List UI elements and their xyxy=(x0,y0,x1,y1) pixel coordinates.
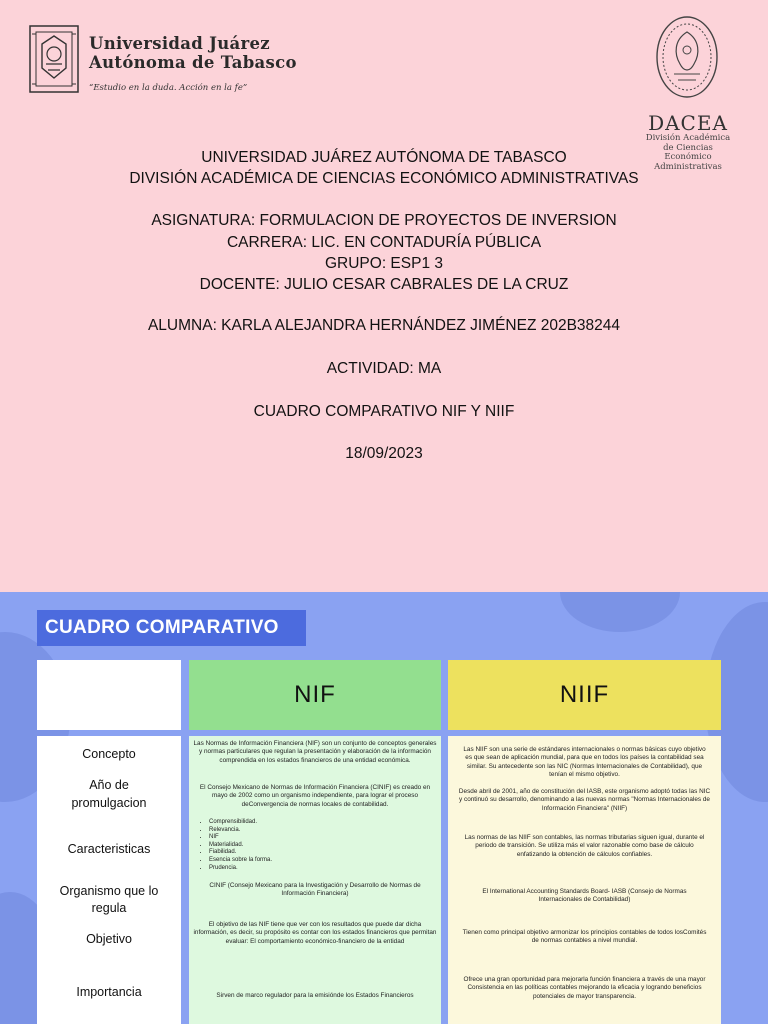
cover-grupo: GRUPO: ESP1 3 xyxy=(324,255,443,272)
niif-concepto: Las NIIF son una serie de estándares internacionales o normas básicas cuyo objetivo es que sean de aplicación mundial, para que en todos los países la contabilidad sea similar. Su antecedente son las NIC (Normas Internacionales de Contabilidad), que tenían el mismo objetivo. xyxy=(463,746,706,779)
nif-anio: El Consejo Mexicano de Normas de Información Financiera (CINIF) es creado en mayo de 2002 como un organismo independiente, para lograr el proceso deConvergencia de normas locales de contabilidad. xyxy=(199,784,431,808)
cover-actividad: ACTIVIDAD: MA xyxy=(326,360,442,377)
list-item: • Esencia sobre la forma. xyxy=(209,857,272,865)
decorative-blob xyxy=(560,592,680,632)
label-objetivo: Objetivo xyxy=(86,932,132,946)
university-crest-icon xyxy=(28,24,80,94)
label-importancia: Importancia xyxy=(76,985,142,999)
label-organismo-line2: regula xyxy=(91,901,127,915)
list-item: • NIF xyxy=(209,834,272,842)
nif-caracteristicas-list xyxy=(201,819,272,872)
university-motto: “Estudio en la duda. Acción en la fe” xyxy=(89,83,248,93)
nif-concepto: Las Normas de Información Financiera (NIF) son un conjunto de conceptos generales y normas particulares que regulan la presentación y elaboración de la información comprendida en los estados financieros de una entidad económica. xyxy=(193,740,437,764)
label-concepto: Concepto xyxy=(82,747,136,761)
column-header-nif: NIF xyxy=(189,660,441,730)
list-item: • Comprensibilidad. xyxy=(209,819,272,827)
cover-carrera: CARRERA: LIC. EN CONTADURÍA PÚBLICA xyxy=(226,234,542,251)
row-labels-column xyxy=(37,736,181,1024)
cover-alumna: ALUMNA: KARLA ALEJANDRA HERNÁNDEZ JIMÉNEZ 202B38244 xyxy=(147,317,621,334)
nif-importancia: Sirven de marco regulador para la emisiónde los Estados Financieros xyxy=(216,992,414,999)
niif-objetivo: Tienen como principal objetivo armonizar los principios contables de todos losComités de normas contables a nivel mundial. xyxy=(462,929,707,945)
nif-column xyxy=(189,736,441,1024)
cover-fecha: 18/09/2023 xyxy=(345,445,423,462)
label-anio-line2: promulgacion xyxy=(71,796,147,810)
niif-caracteristicas: Las normas de las NIIF son contables, las normas tributarias siguen igual, durante el periodo de transición. Se utiliza más el valor razonable como base de cálculo enfatizando la obtención de cálculos confiables. xyxy=(464,834,705,858)
label-caracteristicas: Caracteristicas xyxy=(67,842,151,856)
dacea-subtitle-line3: Administrativas xyxy=(654,161,722,172)
nif-objetivo: El objetivo de las NIF tiene que ver con los resultados que puede dar dicha información, es decir, su propósito es contar con los estados financieros que permitan evaluar: El comportamiento económico-financiero de la entidad xyxy=(193,921,437,945)
list-item: • Materialidad. xyxy=(209,842,272,850)
university-name-line2: Autónoma de Tabasco xyxy=(89,53,297,72)
cover-university: UNIVERSIDAD JUÁREZ AUTÓNOMA DE TABASCO xyxy=(201,149,567,166)
cover-tema: CUADRO COMPARATIVO NIF Y NIIF xyxy=(253,403,515,420)
dacea-subtitle-line2: de Ciencias Económico xyxy=(663,142,713,162)
comparison-section xyxy=(0,592,768,1024)
niif-organismo: El International Accounting Standards Board- IASB (Consejo de Normas Internacionales de Contabilidad) xyxy=(482,888,687,904)
dacea-seal-icon xyxy=(654,14,720,100)
list-item: • Prudencia. xyxy=(209,865,272,873)
header-empty-cell xyxy=(37,660,181,730)
nif-organismo: CINIF (Consejo Mexicano para la Investigación y Desarrollo de Normas de Información Financiera) xyxy=(209,882,421,898)
label-anio-line1: Año de xyxy=(89,778,129,792)
niif-anio: Desde abril de 2001, año de constitución del IASB, este organismo adoptó todas las NIC y continuó su desarrollo, denominando a las nuevas normas "Normas Internacionales de Información Financiera" (NIIF) xyxy=(458,788,711,812)
comparison-title: CUADRO COMPARATIVO xyxy=(37,610,306,646)
list-item: • Relevancia. xyxy=(209,827,272,835)
university-name xyxy=(89,34,297,72)
cover-division: DIVISIÓN ACADÉMICA DE CIENCIAS ECONÓMICO ADMINISTRATIVAS xyxy=(129,170,639,187)
cover-asignatura: ASIGNATURA: FORMULACION DE PROYECTOS DE INVERSION xyxy=(151,212,617,229)
university-name-line1: Universidad Juárez xyxy=(89,34,270,53)
niif-column xyxy=(448,736,721,1024)
list-item: • Fiabilidad. xyxy=(209,849,272,857)
cover-docente: DOCENTE: JULIO CESAR CABRALES DE LA CRUZ xyxy=(199,276,569,293)
label-organismo-line1: Organismo que lo xyxy=(59,884,159,898)
niif-importancia: Ofrece una gran oportunidad para mejorarla función financiera a través de una mayor Consistencia en las políticas contables mejorando la eficacia y logrando beneficios potenciales de mayor transparencia. xyxy=(463,976,706,1000)
column-header-niif: NIIF xyxy=(448,660,721,730)
dacea-subtitle-line1: División Académica xyxy=(645,133,731,143)
dacea-title: DACEA xyxy=(648,111,728,135)
